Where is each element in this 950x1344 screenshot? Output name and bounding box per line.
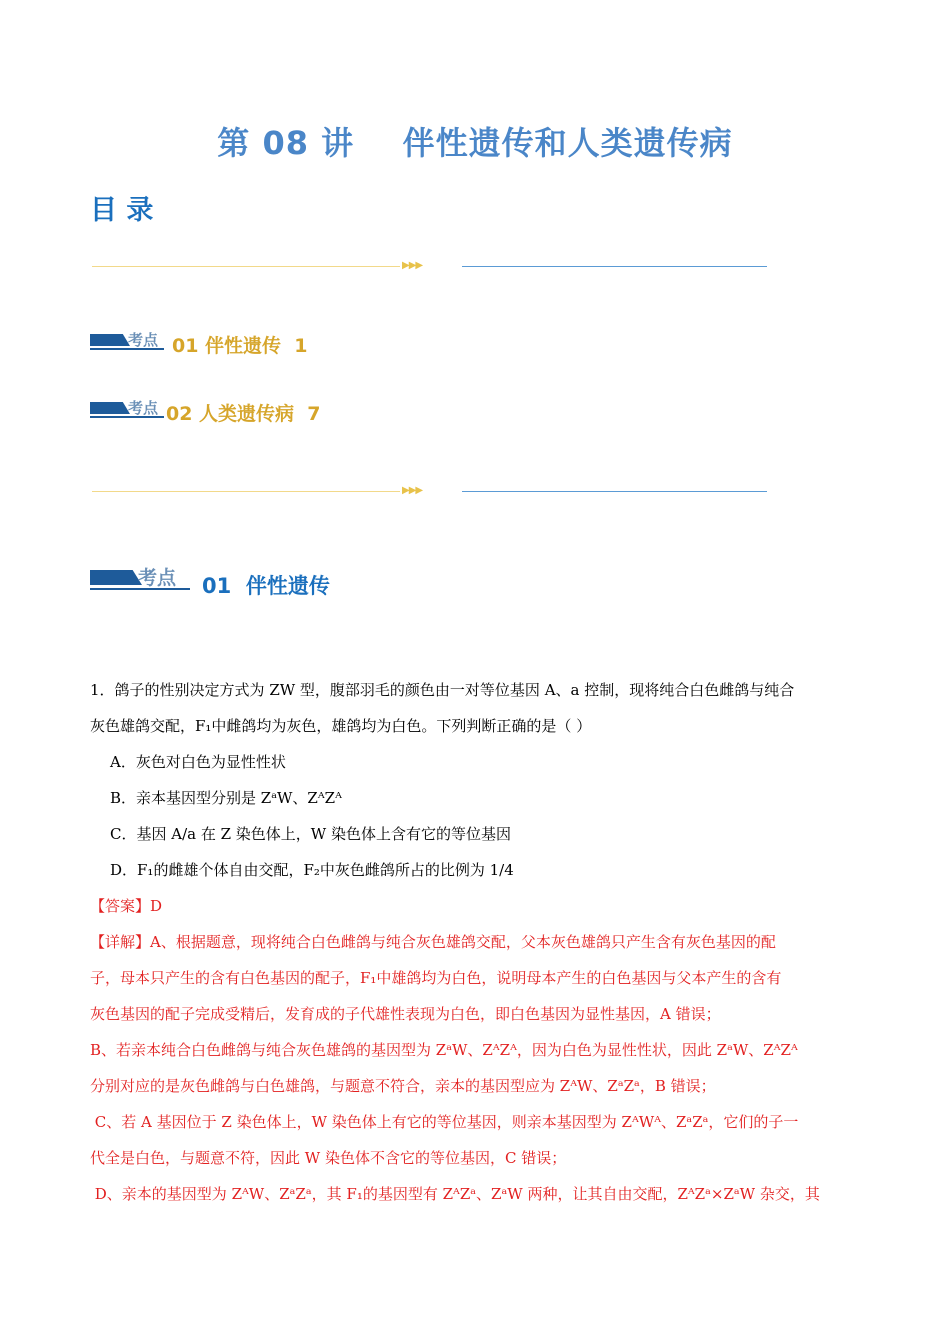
divider-line-right [462, 491, 767, 492]
option-d: D．F₁的雌雄个体自由交配，F₂中灰色雌鸽所占的比例为 1/4 [110, 861, 514, 879]
toc-item-label: 02 人类遗传病 [166, 403, 295, 425]
explanation-line: 【详解】A、根据题意，现将纯合白色雌鸽与纯合灰色雄鸽交配，父本灰色雄鸽只产生含有灰色基因的配 [90, 933, 776, 951]
explanation-line: D、亲本的基因型为 ZᴬW、ZᵃZᵃ，其 F₁的基因型有 ZᴬZᵃ、ZᵃW 两种，让其自由交配，ZᴬZᵃ×ZᵃW 杂交，其 [90, 1185, 820, 1203]
badge-bar [90, 334, 130, 346]
question-stem-line: 1．鸽子的性别决定方式为 ZW 型，腹部羽毛的颜色由一对等位基因 A、a 控制，现将纯合白色雌鸽与纯合 [90, 681, 795, 699]
explanation-line: C、若 A 基因位于 Z 染色体上，W 染色体上有它的等位基因，则亲本基因型为 ZᴬWᴬ、ZᵃZᵃ，它们的子一 [90, 1113, 799, 1131]
option-c: C．基因 A/a 在 Z 染色体上，W 染色体上含有它的等位基因 [110, 825, 511, 843]
explanation-line: 灰色基因的配子完成受精后，发育成的子代雄性表现为白色，即白色基因为显性基因，A 错误； [90, 1005, 721, 1023]
kaodian-badge [90, 397, 164, 419]
answer-line: 【答案】D [90, 897, 163, 915]
badge-bar [90, 402, 130, 414]
kaodian-badge-section [90, 566, 190, 590]
explanation-line: 子，母本只产生的含有白色基因的配子，F₁中雄鸽均为白色，说明母本产生的白色基因与父本产生的含有 [90, 969, 782, 987]
section-number: 01 [202, 574, 232, 598]
toc-heading: 目 录 [90, 195, 154, 226]
divider-line-left [92, 266, 400, 267]
badge-bar [90, 570, 142, 585]
toc-item-1[interactable] [172, 331, 308, 358]
kaodian-badge [90, 329, 164, 351]
option-a: A．灰色对白色为显性性状 [110, 753, 286, 771]
divider-top [92, 261, 767, 273]
section-title: 伴性遗传 [245, 574, 330, 598]
page-title: 第 08 讲 伴性遗传和人类遗传病 [217, 124, 733, 162]
divider-bottom [92, 486, 767, 498]
section-heading [202, 570, 330, 600]
toc-item-page: 1 [294, 335, 308, 357]
explanation-line: 分别对应的是灰色雌鸽与白色雄鸽，与题意不符合，亲本的基因型应为 ZᴬW、ZᵃZᵃ，B 错误； [90, 1077, 716, 1095]
divider-line-left [92, 491, 400, 492]
question-stem-line: 灰色雄鸽交配，F₁中雌鸽均为灰色，雄鸽均为白色。下列判断正确的是（ ） [90, 717, 592, 735]
badge-text: 考点 [138, 567, 177, 589]
question-block [90, 672, 862, 1212]
option-b: B．亲本基因型分别是 ZᵃW、ZᴬZᴬ [110, 789, 342, 807]
badge-text: 考点 [128, 399, 159, 417]
explanation-line: B、若亲本纯合白色雌鸽与纯合灰色雄鸽的基因型为 ZᵃW、ZᴬZᴬ，因为白色为显性性状，因此 ZᵃW、ZᴬZᴬ [90, 1041, 798, 1059]
explanation-line: 代全是白色，与题意不符，因此 W 染色体不含它的等位基因，C 错误； [90, 1149, 567, 1167]
triple-arrow-icon: ▶▶▶ [402, 485, 423, 496]
toc-item-2[interactable] [166, 399, 321, 426]
triple-arrow-icon: ▶▶▶ [402, 260, 423, 271]
badge-text: 考点 [128, 331, 159, 349]
toc-item-label: 01 伴性遗传 [172, 335, 282, 357]
divider-line-right [462, 266, 767, 267]
toc-item-page: 7 [307, 403, 321, 425]
